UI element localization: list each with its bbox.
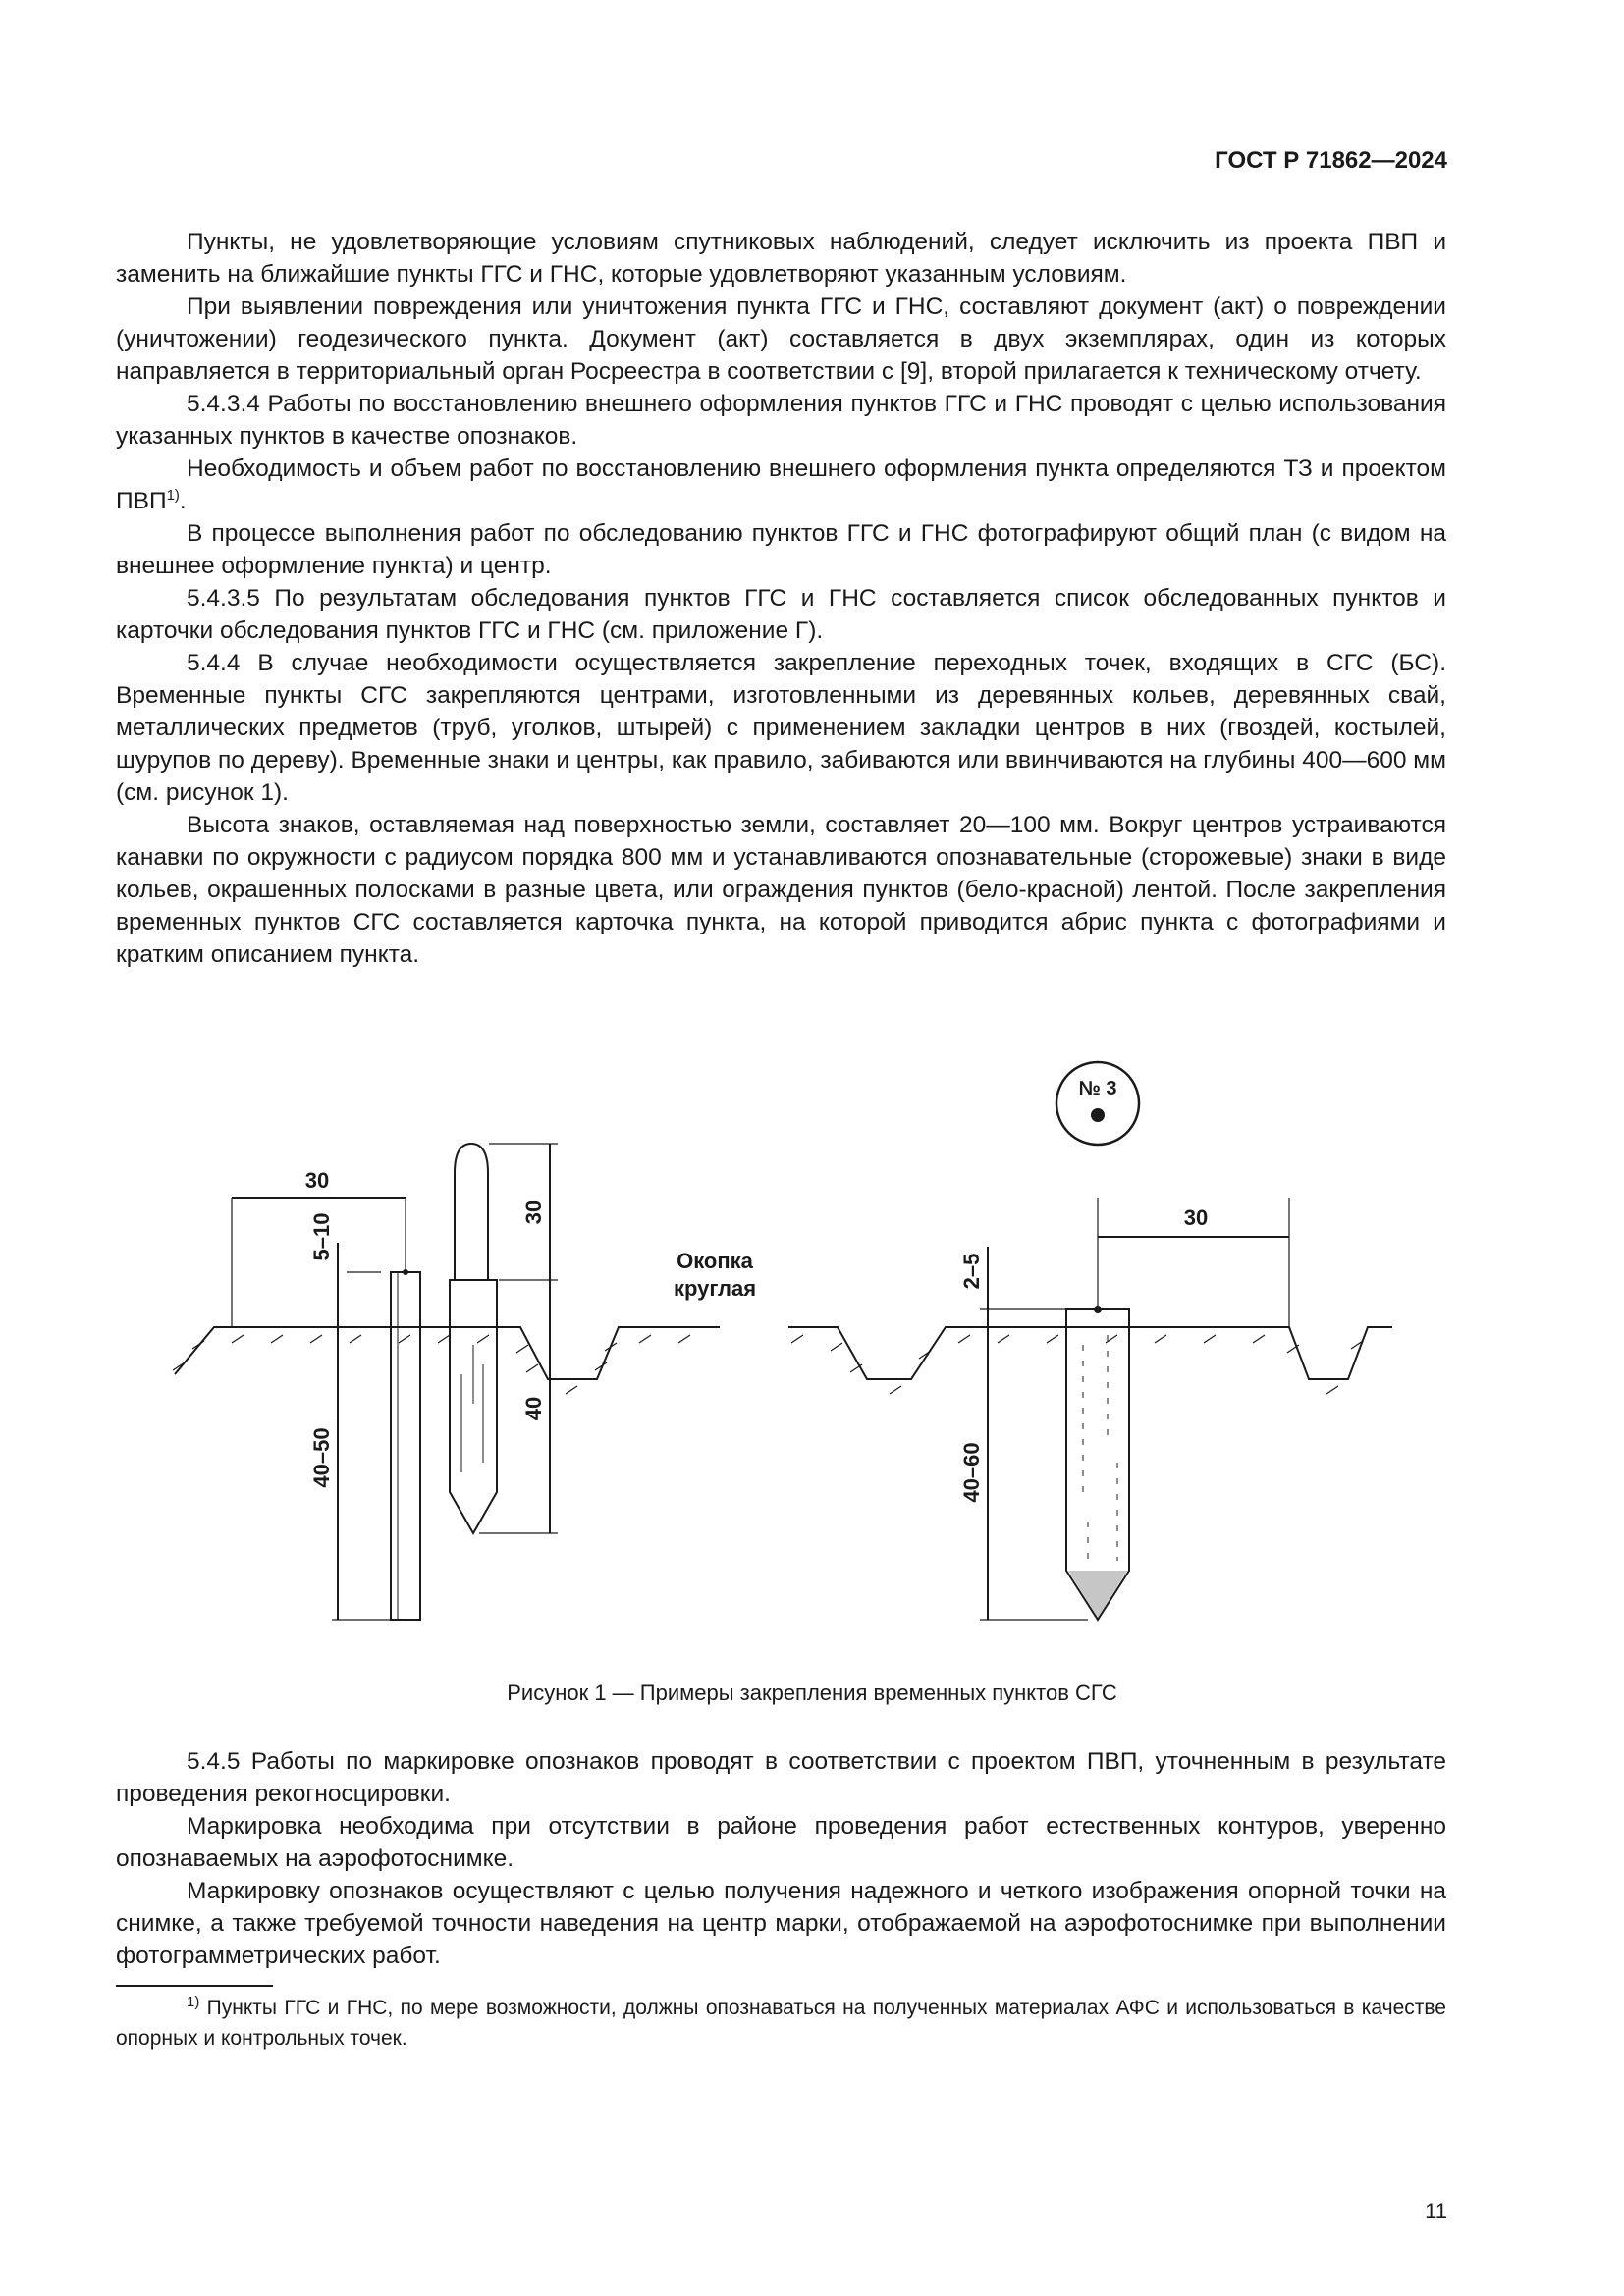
dim-label: 30 xyxy=(521,1200,546,1225)
figure-caption: Рисунок 1 — Примеры закрепления временных пунктов СГС xyxy=(507,1681,1117,1705)
dim-label: 40 xyxy=(521,1396,546,1421)
footnote-ref[interactable]: 1) xyxy=(166,486,180,504)
dim-label: 30 xyxy=(304,1168,330,1193)
body-text-bottom xyxy=(116,1745,1446,1972)
paragraph: Пункты, не удовлетворяющие условиям спутниковых наблюдений, следует исключить из проекта ПВП и заменить на ближайшие пункты ГГС и ГНС, которые удовлетворяют указанным условиям. xyxy=(116,229,1446,288)
paragraph: В процессе выполнения работ по обследованию пунктов ГГС и ГНС фотографируют общий план (с видом на внешнее оформление пункта) и центр. xyxy=(116,520,1446,579)
paragraph: Маркировку опознаков осуществляют с целью получения надежного и четкого изображения опорной точки на снимке, а также требуемой точности наведения на центр марки, отображаемой на аэрофотоснимке при выполнении фотограмметрических работ. xyxy=(116,1878,1446,1969)
footnote xyxy=(116,1993,1446,2054)
ground-line-right xyxy=(788,1327,1392,1379)
ground-line-left xyxy=(175,1327,720,1379)
footnote-mark: 1) xyxy=(187,1994,200,2010)
paragraph: При выявлении повреждения или уничтожения пункта ГГС и ГНС, составляют документ (акт) о повреждении (уничтожении) геодезического пункта. Документ (акт) составляется в двух экземплярах, один из которых направляется в территориальный орган Росреестра в соответствии с [9], второй прилагается к техническому отчету. xyxy=(116,294,1446,385)
paragraph-text: Необходимость и объем работ по восстановлению внешнего оформления пункта определяются ТЗ и проектом ПВП xyxy=(116,455,1446,514)
paragraph: 5.4.4 В случае необходимости осуществляется закрепление переходных точек, входящих в СГС (БС). Временные пункты СГС закрепляются центрами, изготовленными из деревянных кольев, деревянных свай, металлических предметов (труб, уголков, штырей) с применением закладки центров в них (гвоздей, костылей, шурупов по дереву). Временные знаки и центры, как правило, забиваются или ввинчиваются на глубины 400—600 мм (см. рисунок 1). xyxy=(116,650,1446,806)
page-number: 11 xyxy=(1425,2199,1447,2223)
nail xyxy=(455,1144,488,1280)
paragraph: Высота знаков, оставляемая над поверхностью земли, составляет 20—100 мм. Вокруг центров устраиваются канавки по окружности с радиусом порядка 800 мм и устанавливаются опознавательные (сторожевые) знаки в виде кольев, окрашенных полосками в разные цвета, или ограждения пунктов (бело-красной) лентой. После закрепления временных пунктов СГС составляется карточка пункта, на которой приводится абрис пункта с фотографиями и кратким описанием пункта. xyxy=(116,812,1446,968)
footnote-text: Пункты ГГС и ГНС, по мере возможности, должны опознаваться на полученных материалах АФС и использоваться в качестве опорных и контрольных точек. xyxy=(116,1997,1446,2050)
metal-pipe xyxy=(391,1272,420,1620)
dim-label: 30 xyxy=(1183,1205,1209,1230)
document-id: ГОСТ Р 71862—2024 xyxy=(1215,147,1447,174)
body-text-top xyxy=(116,226,1446,971)
dim-label: 40–50 xyxy=(309,1427,334,1488)
wooden-stake xyxy=(450,1280,497,1533)
paragraph: 5.4.3.5 По результатам обследования пунктов ГГС и ГНС составляется список обследованных пунктов и карточки обследования пунктов ГГС и ГНС (см. приложение Г). xyxy=(116,585,1446,644)
ground-hatch xyxy=(791,1335,1363,1394)
paragraph: 5.4.5 Работы по маркировке опознаков проводят в соответствии с проектом ПВП, уточненным в результате проведения рекогносцировки. xyxy=(116,1748,1446,1807)
footnote-separator xyxy=(116,1985,273,1987)
paragraph xyxy=(116,453,1446,517)
marker-plate xyxy=(1056,1062,1139,1145)
dim-label: 2–5 xyxy=(959,1253,984,1290)
paragraph: 5.4.3.4 Работы по восстановлению внешнего оформления пунктов ГГС и ГНС проводят с целью использования указанных пунктов в качестве опознаков. xyxy=(116,391,1446,450)
paragraph: Маркировка необходима при отсутствии в районе проведения работ естественных контуров, уверенно опознаваемых на аэрофотоснимке. xyxy=(116,1813,1446,1872)
dim-label: 5–10 xyxy=(309,1212,334,1261)
dim-label: 40–60 xyxy=(959,1442,984,1503)
plate-label: № 3 xyxy=(1078,1078,1117,1099)
paragraph-tail: . xyxy=(179,488,187,514)
figure-1-diagram xyxy=(116,1050,1446,1669)
trench-label: круглая xyxy=(673,1276,757,1301)
trench-label: Окопка xyxy=(677,1249,753,1273)
